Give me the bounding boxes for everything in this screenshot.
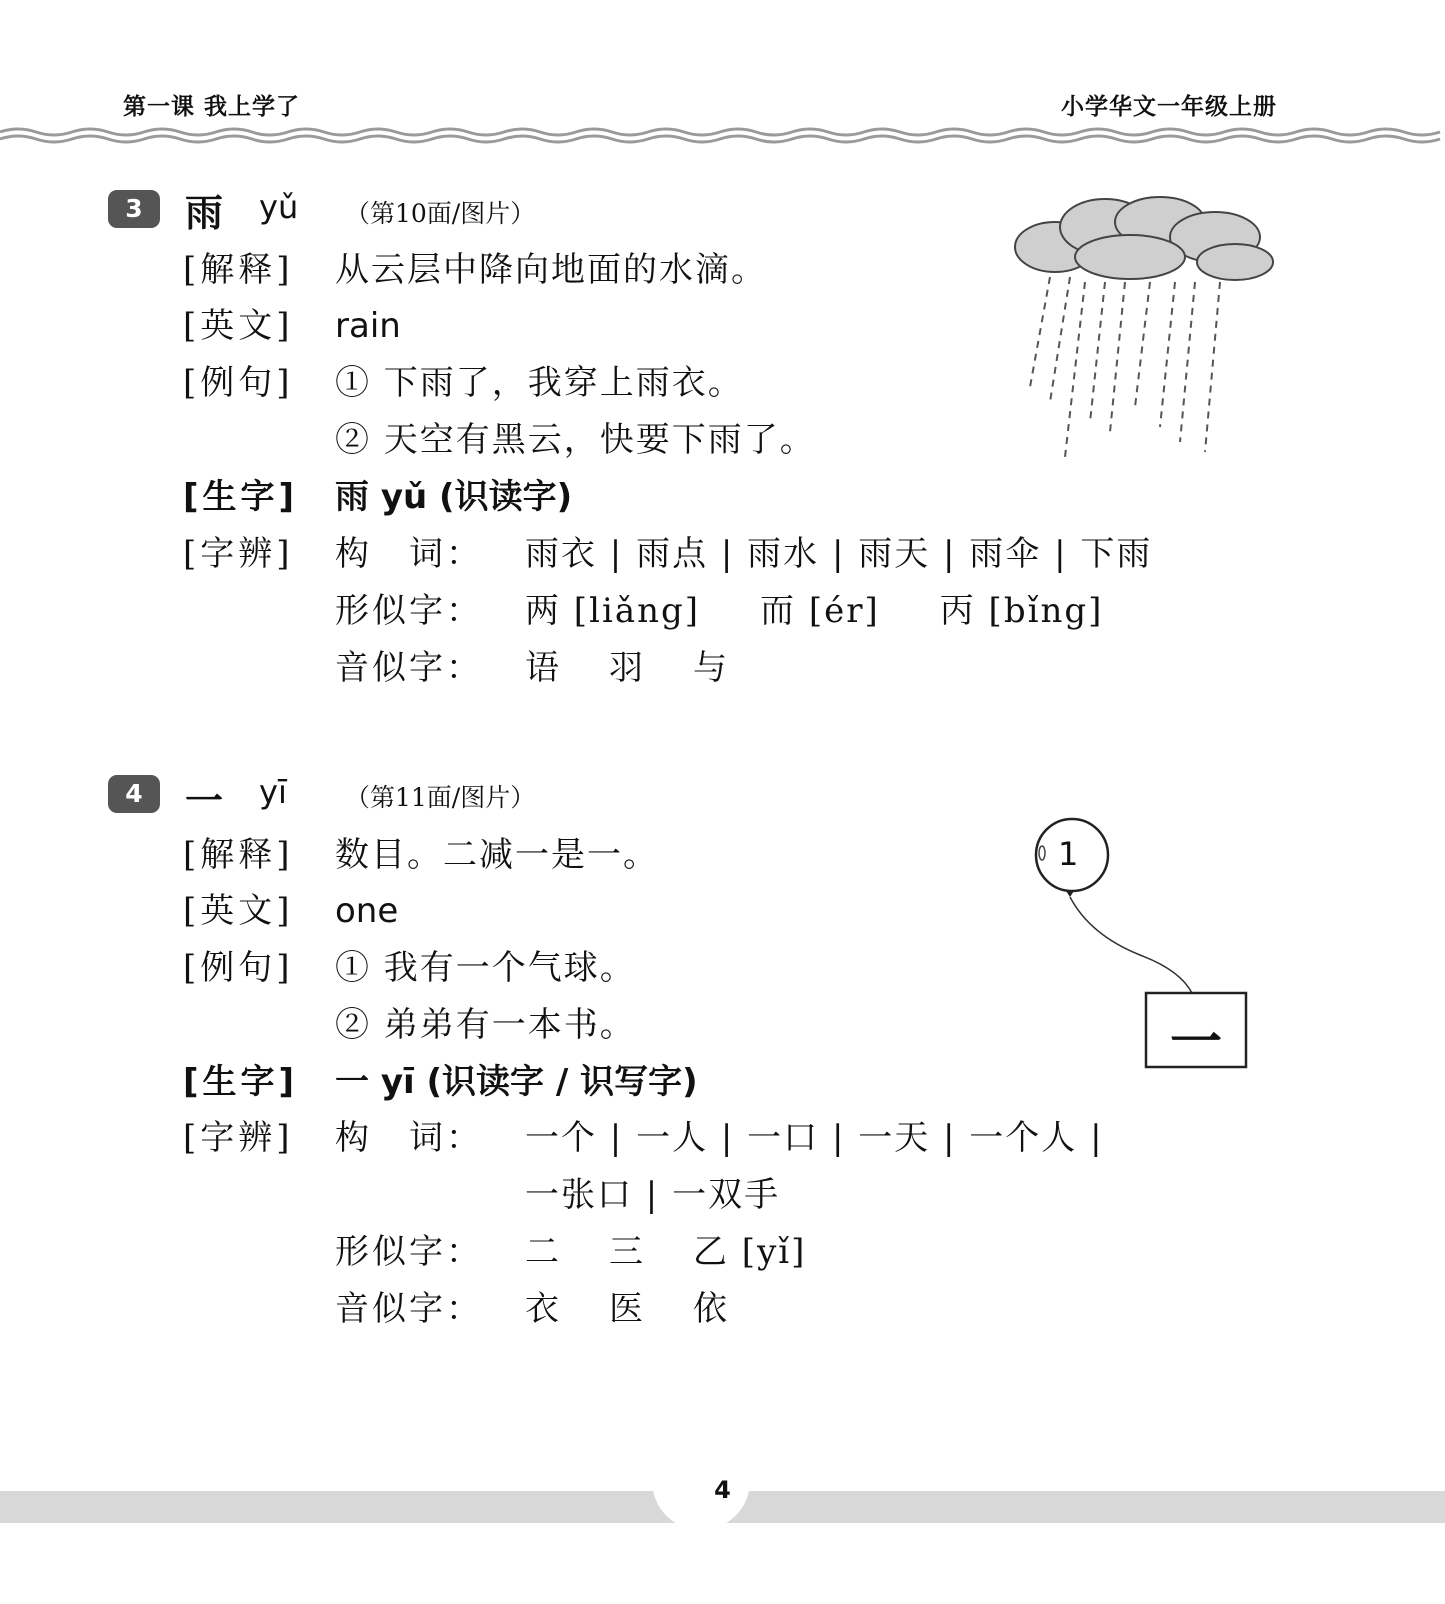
example-sentence: ② 弟弟有一本书。: [335, 1005, 636, 1045]
words-row: [183, 1110, 1104, 1159]
similar-shape-item: 而 [ér]: [760, 591, 880, 631]
english-row: [183, 883, 398, 932]
example-sentence: ① 下雨了，我穿上雨衣。: [335, 363, 744, 403]
english-text: one: [335, 891, 399, 931]
similar-sound-item: 医: [609, 1289, 645, 1329]
similar-sound-label: 音似字：: [335, 1289, 483, 1329]
entry-pinyin: yǔ: [259, 188, 299, 226]
new-char-label: [生字]: [183, 1062, 299, 1102]
new-char-row: [183, 469, 572, 518]
words-text: 雨衣 | 雨点 | 雨水 | 雨天 | 雨伞 | 下雨: [525, 534, 1153, 574]
similar-sound-row: [183, 640, 729, 689]
character-box: 一: [1169, 1012, 1222, 1073]
example-sentence: ② 天空有黑云，快要下雨了。: [335, 420, 816, 460]
words-row: [183, 526, 1152, 575]
example-label: [例句]: [183, 363, 294, 403]
similar-sound-row: [183, 1281, 729, 1330]
entry-number-badge: 3: [108, 190, 160, 228]
entry-page-ref: （第10面/图片）: [345, 199, 536, 228]
words-text: 一个 | 一人 | 一口 | 一天 | 一个人 |: [525, 1118, 1104, 1158]
english-row: [183, 298, 401, 347]
example-row-2: [183, 997, 636, 1046]
similar-sound-item: 语: [525, 648, 561, 688]
words-label: 构 词：: [335, 1118, 483, 1158]
entry-pinyin: yī: [259, 773, 287, 811]
rain-cloud-icon: [1010, 192, 1275, 467]
words-label: 构 词：: [335, 534, 483, 574]
words-row-continued: [183, 1167, 780, 1216]
similar-sound-item: 羽: [609, 648, 645, 688]
english-text: rain: [335, 306, 401, 346]
entry-character: 一: [185, 778, 224, 823]
english-label: [英文]: [183, 891, 294, 931]
explain-text: 从云层中降向地面的水滴。: [335, 250, 767, 290]
explain-label: [解释]: [183, 835, 294, 875]
similar-shape-label: 形似字：: [335, 591, 483, 631]
english-label: [英文]: [183, 306, 294, 346]
entry-number-badge: 4: [108, 775, 160, 813]
entry-character: 雨: [185, 190, 224, 235]
book-title: 小学华文一年级上册: [1061, 94, 1277, 120]
similar-shape-item: 乙 [yǐ]: [693, 1232, 807, 1272]
header-wave-divider: [0, 126, 1445, 144]
new-char-text: 一 yī (识读字 / 识写字): [335, 1062, 698, 1102]
new-char-label: [生字]: [183, 477, 299, 517]
entry-page-ref: （第11面/图片）: [345, 783, 536, 812]
explain-label: [解释]: [183, 250, 294, 290]
similar-shape-label: 形似字：: [335, 1232, 483, 1272]
similar-sound-label: 音似字：: [335, 648, 483, 688]
example-row-2: [183, 412, 816, 461]
balloon-number: 1: [1058, 835, 1079, 873]
example-row-1: [183, 355, 744, 404]
explain-text: 数目。二减一是一。: [335, 835, 659, 875]
example-row-1: [183, 940, 636, 989]
similar-sound-item: 衣: [525, 1289, 561, 1329]
explain-row: [183, 242, 767, 291]
words-text: 一张口 | 一双手: [525, 1175, 781, 1215]
similar-shape-item: 丙 [bǐng]: [939, 591, 1104, 631]
similar-sound-item: 依: [693, 1289, 729, 1329]
example-label: [例句]: [183, 948, 294, 988]
new-char-row: [183, 1054, 698, 1103]
explain-row: [183, 827, 659, 876]
similar-shape-row: [183, 583, 1103, 632]
distinguish-label: [字辨]: [183, 534, 294, 574]
page-number: 4: [714, 1476, 731, 1504]
similar-shape-item: 三: [609, 1232, 645, 1272]
similar-sound-item: 与: [693, 648, 729, 688]
example-sentence: ① 我有一个气球。: [335, 948, 636, 988]
new-char-text: 雨 yǔ (识读字): [335, 477, 573, 517]
similar-shape-item: 两 [liǎng]: [525, 591, 701, 631]
similar-shape-item: 二: [525, 1232, 561, 1272]
similar-shape-row: [183, 1224, 806, 1273]
lesson-title: 第一课 我上学了: [123, 94, 301, 120]
distinguish-label: [字辨]: [183, 1118, 294, 1158]
